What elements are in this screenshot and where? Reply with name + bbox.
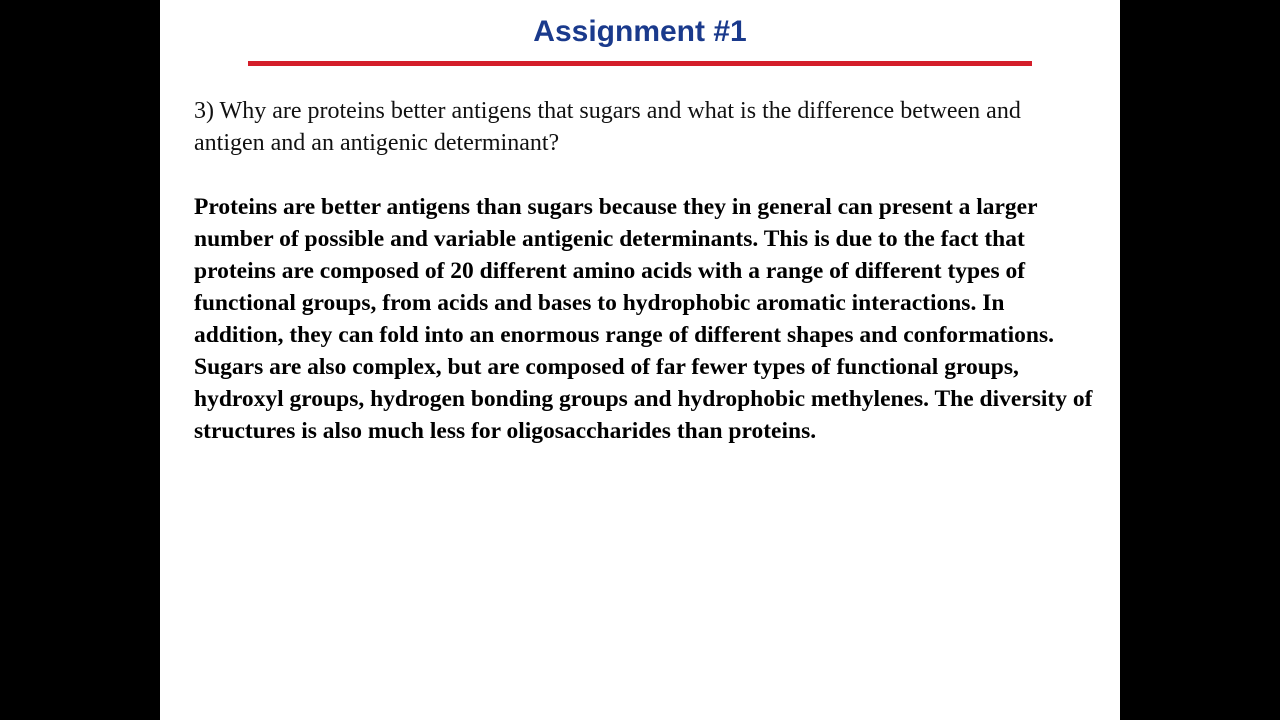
answer-text: Proteins are better antigens than sugars because they in general can present a larger number of possible and variable antigenic determinants. This is due to the fact that proteins are composed of 20 different amino acids with a range of different types of functional groups, from acids and bases to hydrophobic aromatic interactions. In addition, they can fold into an enormous range of different shapes and conformations. Sugars are also complex, but are composed of far fewer types of functional groups, hydroxyl groups, hydrogen bonding groups and hydrophobic methylenes. The diversity of structures is also much less for oligosaccharides than proteins. — [194, 194, 1093, 444]
question-text: 3) Why are proteins better antigens that sugars and what is the difference between and antigen and an antigenic determinant? — [194, 98, 1021, 156]
slide-title: Assignment #1 — [533, 15, 747, 48]
title-divider — [248, 61, 1032, 66]
slide — [160, 0, 1120, 720]
